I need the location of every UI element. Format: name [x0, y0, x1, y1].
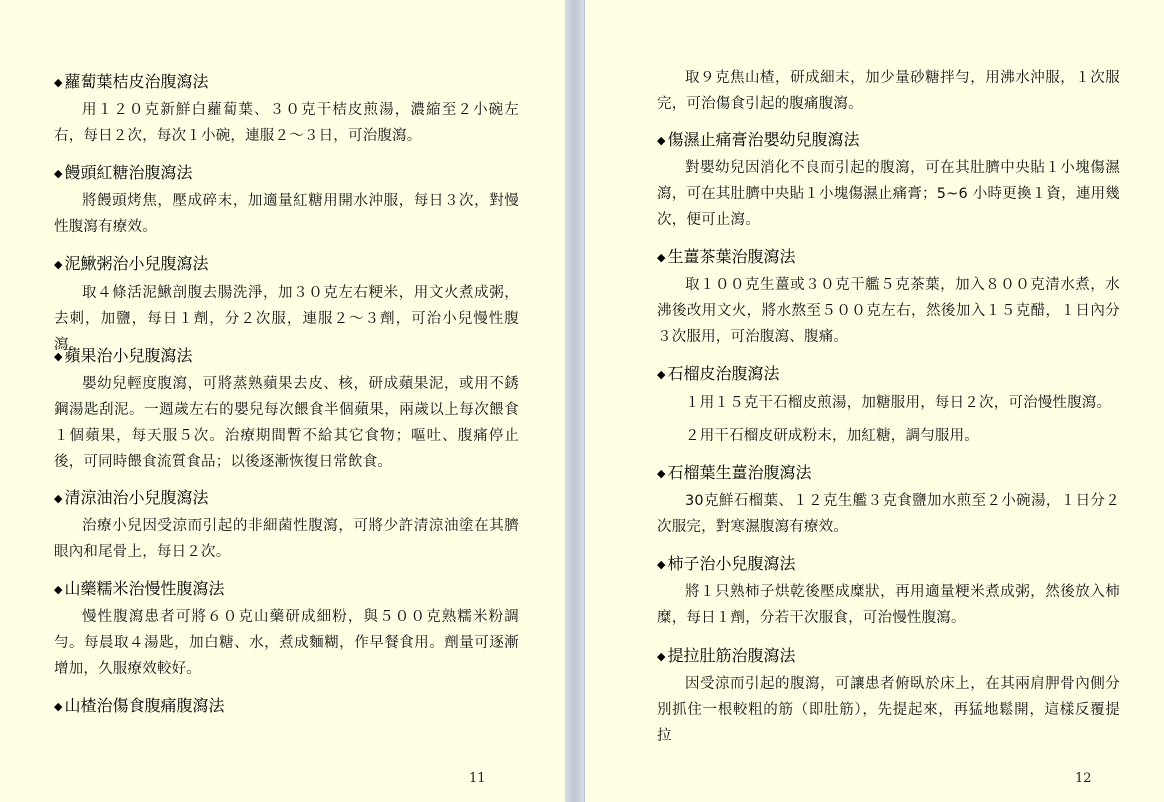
section-body: 慢性腹瀉患者可將６０克山藥研成細粉，與５００克熟糯米粉調勻。每晨取４湯匙，加白糖、水，煮成麵糊，作早餐食用。劑量可逐漸增加，久服療效較好。 — [54, 609, 519, 677]
section-heading: ◆ 提拉肚筋治腹瀉法 — [657, 646, 796, 665]
page-number: 12 — [1075, 771, 1092, 786]
section-body: 取４條活泥鰍剖腹去腸洗淨，加３０克左右粳米，用文火煮成粥，去刺，加鹽，每日１劑，分２次服，連服２～３劑，可治小兒慢性腹瀉。 — [54, 285, 519, 353]
diamond-bullet-icon: ◆ — [657, 134, 666, 147]
diamond-bullet-icon: ◆ — [54, 258, 63, 271]
diamond-bullet-icon: ◆ — [657, 558, 666, 571]
section-body: 將１只熟柿子烘乾後壓成糜狀，再用適量粳米煮成粥，然後放入柿糜，每日１劑，分若干次服食，可治慢性腹瀉。 — [657, 584, 1120, 626]
section-heading: ◆ 傷濕止痛膏治嬰幼兒腹瀉法 — [657, 130, 860, 149]
diamond-bullet-icon: ◆ — [657, 650, 666, 663]
section-body: 30克鮮石榴葉、１２克生艦３克食鹽加水煎至２小碗湯，１日分２次服完，對寒濕腹瀉有療效。 — [657, 493, 1120, 535]
page-number: 11 — [469, 771, 486, 786]
diamond-bullet-icon: ◆ — [54, 492, 63, 505]
section-body: 因受涼而引起的腹瀉，可讓患者俯臥於床上，在其兩肩胛骨內側分別抓住一根較粗的筋（即肚筋），先提起來，再猛地鬆開，這樣反覆提拉 — [657, 676, 1120, 744]
section-heading: ◆ 柿子治小兒腹瀉法 — [657, 554, 796, 573]
section-heading: ◆ 山藥糯米治慢性腹瀉法 — [54, 579, 225, 598]
diamond-bullet-icon: ◆ — [657, 467, 666, 480]
page-gutter — [565, 0, 584, 802]
section-heading: ◆ 泥鰍粥治小兒腹瀉法 — [54, 254, 209, 273]
section-body: 對嬰幼兒因消化不良而引起的腹瀉，可在其肚臍中央貼１小塊傷濕瀉，可在其肚臍中央貼１小塊傷濕止痛膏；5~6 小時更換１資，連用幾次，便可止瀉。 — [657, 160, 1120, 228]
right-page — [584, 0, 1164, 802]
diamond-bullet-icon: ◆ — [54, 167, 63, 180]
section-heading: ◆ 山楂治傷食腹痛腹瀉法 — [54, 696, 225, 715]
section-body: １用１５克干石榴皮煎湯，加糖服用，每日２次，可治慢性腹瀉。 — [685, 395, 1112, 411]
left-page — [0, 0, 565, 802]
section-body: ２用干石榴皮研成粉末，加紅糖，調勻服用。 — [685, 428, 979, 444]
diamond-bullet-icon: ◆ — [54, 350, 63, 363]
diamond-bullet-icon: ◆ — [54, 700, 63, 713]
section-body: 治療小兒因受涼而引起的非細菌性腹瀉，可將少許清涼油塗在其臍眼內和尾骨上，每日２次。 — [54, 518, 519, 560]
section-heading: ◆ 生薑茶葉治腹瀉法 — [657, 247, 796, 266]
section-body: 嬰幼兒輕度腹瀉，可將蒸熟蘋果去皮、核，研成蘋果泥，或用不銹鋼湯匙刮泥。一週歲左右的嬰兒每次餵食半個蘋果，兩歲以上每次餵食１個蘋果，每天服５次。治療期間暫不給其它食物；嘔吐、腹痛停止後，可同時餵食流質食品；以後逐漸恢復日常飲食。 — [54, 376, 519, 470]
section-body: 將饅頭烤焦，壓成碎末，加適量紅糖用開水沖服，每日３次，對慢性腹瀉有療效。 — [54, 193, 519, 235]
section-heading: ◆ 蘿蔔葉桔皮治腹瀉法 — [54, 72, 209, 91]
section-heading: ◆ 石榴葉生薑治腹瀉法 — [657, 463, 812, 482]
section-heading: ◆ 清涼油治小兒腹瀉法 — [54, 488, 209, 507]
section-body: 用１２０克新鮮白蘿蔔葉、３０克干桔皮煎湯，濃縮至２小碗左右，每日２次，每次１小碗，連服２～３日，可治腹瀉。 — [54, 102, 519, 144]
diamond-bullet-icon: ◆ — [54, 583, 63, 596]
diamond-bullet-icon: ◆ — [54, 76, 63, 89]
section-heading: ◆ 饅頭紅糖治腹瀉法 — [54, 163, 193, 182]
section-body: 取９克焦山楂，研成細末，加少量砂糖拌勻，用沸水沖服，１次服完，可治傷食引起的腹痛腹瀉。 — [657, 70, 1120, 112]
section-heading: ◆ 石榴皮治腹瀉法 — [657, 364, 780, 383]
section-heading: ◆ 蘋果治小兒腹瀉法 — [54, 346, 193, 365]
section-body: 取１００克生薑或３０克干艦５克茶葉，加入８００克清水煮，水沸後改用文火，將水熬至５００克左右，然後加入１５克醋，１日內分３次服用，可治腹瀉、腹痛。 — [657, 277, 1120, 345]
diamond-bullet-icon: ◆ — [657, 368, 666, 381]
diamond-bullet-icon: ◆ — [657, 251, 666, 264]
